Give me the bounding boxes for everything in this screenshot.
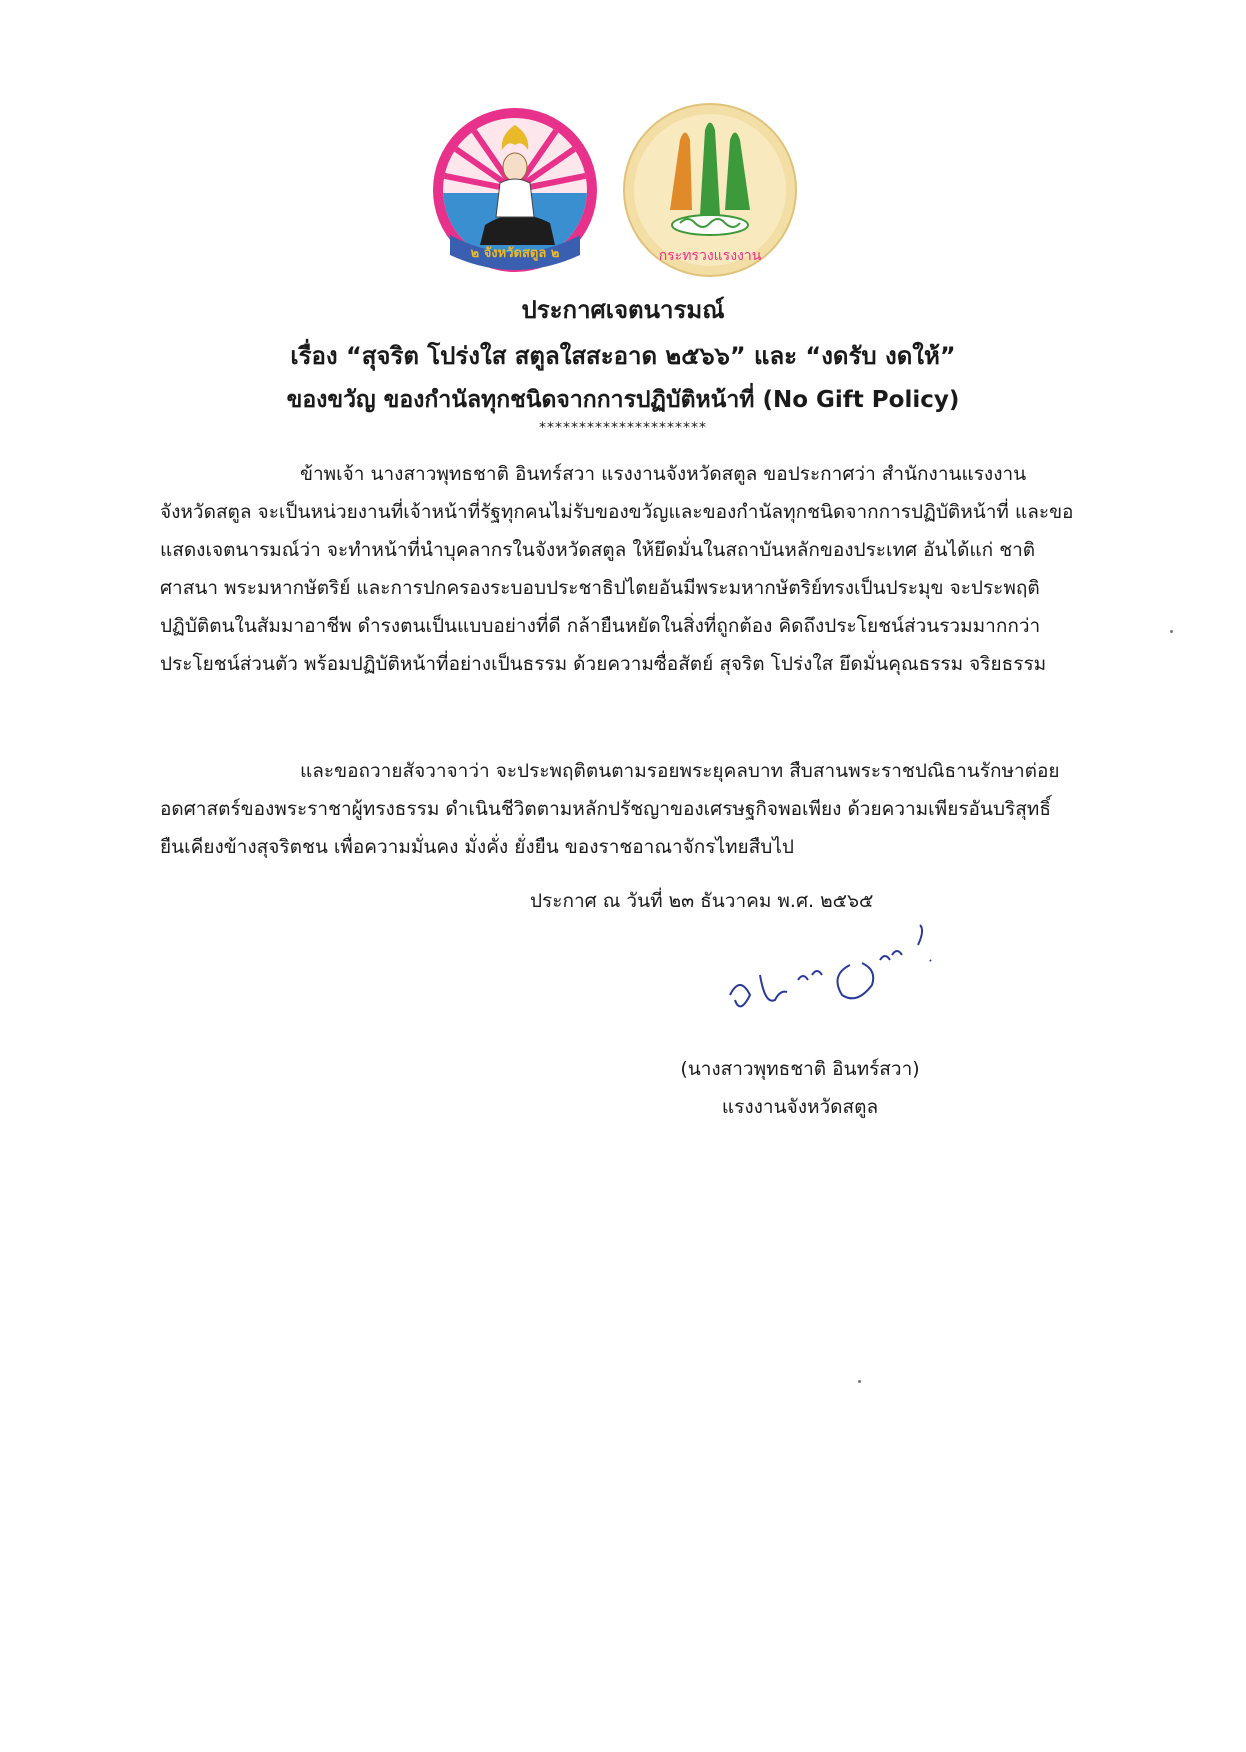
svg-text:กระทรวงแรงงาน: กระทรวงแรงงาน bbox=[658, 248, 762, 264]
handwritten-signature bbox=[720, 915, 960, 1025]
scan-speck bbox=[858, 1380, 861, 1383]
paragraph-2-text: และขอถวายสัจวาจาว่า จะประพฤติตนตามรอยพระยุคลบาท สืบสานพระราชปณิธานรักษาต่อยอดศาสตร์ของพระราชาผู้ทรงธรรม ดำเนินชีวิตตามหลักปรัชญาของเศรษฐกิจพอเพียง ด้วยความเพียรอันบริสุทธิ์ ยืนเคียงข้างสุจริตชน เพื่อความมั่นคง มั่งคั่ง ยั่งยืน ของราชอาณาจักรไทยสืบไป bbox=[160, 760, 1060, 858]
separator: ********************* bbox=[539, 420, 707, 436]
subject-line: เรื่อง “สุจริต โปร่งใส สตูลใสสะอาด ๒๕๖๖” และ “งดรับ งดให้” bbox=[290, 342, 956, 370]
announcement-date: ประกาศ ณ วันที่ ๒๓ ธันวาคม พ.ศ. ๒๕๖๕ bbox=[530, 890, 874, 912]
satun-province-seal bbox=[430, 105, 600, 275]
paragraph-2 bbox=[160, 752, 1080, 866]
paragraph-1 bbox=[160, 455, 1080, 683]
paragraph-1-text: ข้าพเจ้า นางสาวพุทธชาติ อินทร์สวา แรงงานจังหวัดสตูล ขอประกาศว่า สำนักงานแรงงานจังหวัดสตูล จะเป็นหน่วยงานที่เจ้าหน้าที่รัฐทุกคนไม่รับของขวัญและของกำนัลทุกชนิดจากการปฏิบัติหน้าที่ และขอแสดงเจตนารมณ์ว่า จะทำหน้าที่นำบุคลากรในจังหวัดสตูล ให้ยึดมั่นในสถาบันหลักของประเทศ อันได้แก่ ชาติ ศาสนา พระมหากษัตริย์ และการปกครองระบอบประชาธิปไตยอันมีพระมหากษัตริย์ทรงเป็นประมุข จะประพฤติปฏิบัติตนในสัมมาอาชีพ ดำรงตนเป็นแบบอย่างที่ดี กล้ายืนหยัดในสิ่งที่ถูกต้อง คิดถึงประโยชน์ส่วนรวมมากกว่าประโยชน์ส่วนตัว พร้อมปฏิบัติหน้าที่อย่างเป็นธรรม ด้วยความซื่อสัตย์ สุจริต โปร่งใส ยึดมั่นคุณธรรม จริยธรรม bbox=[160, 463, 1074, 675]
signer-title: แรงงานจังหวัดสตูล bbox=[721, 1096, 879, 1118]
svg-text:๒ จังหวัดสตูล ๒: ๒ จังหวัดสตูล ๒ bbox=[470, 246, 560, 261]
signer-name: (นางสาวพุทธชาติ อินทร์สวา) bbox=[680, 1058, 920, 1080]
ministry-of-labour-seal bbox=[620, 100, 800, 280]
scan-speck bbox=[1170, 630, 1173, 633]
announcement-title: ประกาศเจตนารมณ์ bbox=[521, 296, 725, 324]
subject-line-continued: ของขวัญ ของกำนัลทุกชนิดจากการปฏิบัติหน้าที่ (No Gift Policy) bbox=[286, 387, 960, 413]
